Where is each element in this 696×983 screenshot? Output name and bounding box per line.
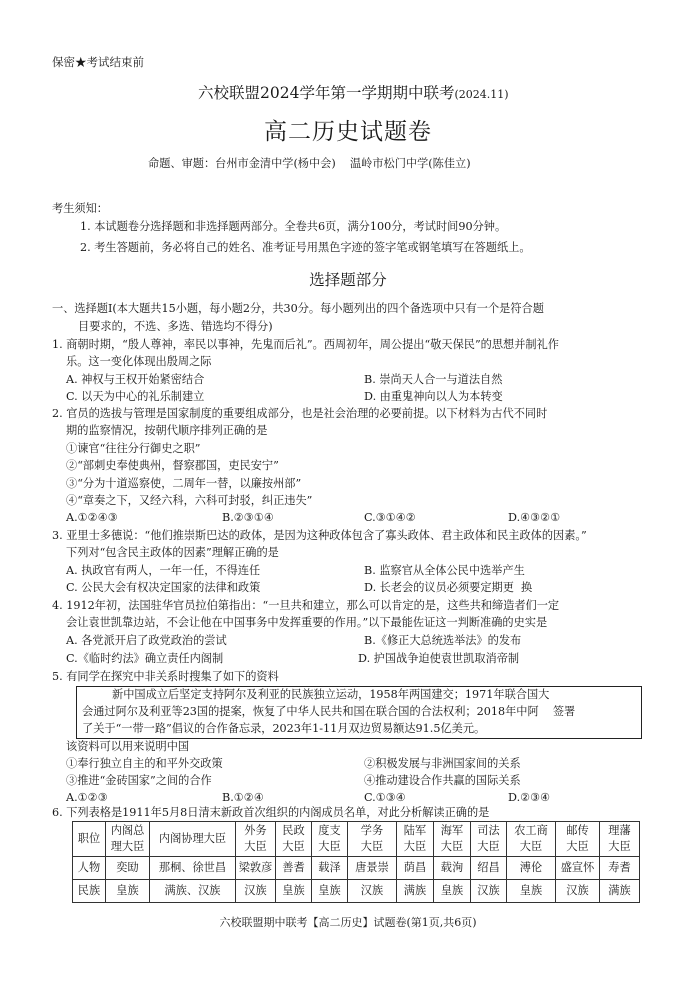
question-1-option-a: A. 神权与王权开始紧密结合 <box>66 373 205 386</box>
exam-title <box>198 83 509 103</box>
table-cell: 载泽 <box>312 857 348 880</box>
table-cell: 度支 大臣 <box>312 822 348 857</box>
question-3-stem: 3. 亚里士多德说：“他们推崇斯巴达的政体，是因为这种政体包含了寡头政体、君主政体和民主政体的因素。” <box>52 529 587 542</box>
page-footer: 六校联盟期中联考【高二历史】试题卷(第1页,共6页) <box>219 916 477 929</box>
table-cell: 奕劻 <box>106 857 150 880</box>
table-cell: 那桐、徐世昌 <box>150 857 236 880</box>
table-cell: 汉族 <box>556 880 600 903</box>
table-cell: 理藩 大臣 <box>600 822 640 857</box>
table-cell: 唐景崇 <box>348 857 397 880</box>
question-2-option-d: D.④③②① <box>508 511 561 524</box>
table-cell: 汉族 <box>236 880 276 903</box>
table-row-ethnicity <box>73 880 640 903</box>
question-1-option-b: B. 崇尚天人合一与道法自然 <box>364 373 503 386</box>
table-cell: 汉族 <box>348 880 397 903</box>
question-2-statement-3: ③“分为十道巡察使，二周年一替，以廉按州部” <box>66 477 302 490</box>
question-5-statement-1: ①奉行独立自主的和平外交政策 <box>66 757 223 770</box>
exam-date: (2024.11) <box>454 88 509 101</box>
question-4-option-b: B.《修正大总统选举法》的发布 <box>364 634 522 647</box>
table-cell: 载洵 <box>434 857 471 880</box>
table-cell: 皇族 <box>276 880 312 903</box>
table-cell: 学务 大臣 <box>348 822 397 857</box>
table-header-row <box>73 822 640 857</box>
question-3-option-a: A. 执政官有两人，一年一任，不得连任 <box>66 564 261 577</box>
table-cell: 寿耆 <box>600 857 640 880</box>
table-row-people <box>73 857 640 880</box>
question-5-option-c: C.①③④ <box>364 791 406 804</box>
table-cell: 民政 大臣 <box>276 822 312 857</box>
question-5-stem-cont: 该资料可以用来说明中国 <box>66 740 190 753</box>
table-cell: 职位 <box>73 822 106 857</box>
question-1-option-c: C. 以天为中心的礼乐制建立 <box>66 390 205 403</box>
question-2-option-a: A.①②④③ <box>66 511 118 524</box>
question-3-option-d: D. 长老会的议员必须要定期更 换 <box>364 581 533 594</box>
question-3-stem-cont: 下列对“包含民主政体的因素”理解正确的是 <box>66 546 279 559</box>
cabinet-table <box>72 821 640 903</box>
table-cell: 盛宣怀 <box>556 857 600 880</box>
table-cell: 皇族 <box>434 880 471 903</box>
table-cell: 邮传 大臣 <box>556 822 600 857</box>
question-4-option-a: A. 各党派开启了政党政治的尝试 <box>66 634 227 647</box>
part-instructions: 一、选择题Ⅰ(本大题共15小题，每小题2分，共30分。每小题列出的四个备选项中只有一个是符合题 <box>52 302 544 315</box>
table-cell: 汉族 <box>471 880 507 903</box>
question-6-stem: 6. 下列表格是1911年5月8日清末新政首次组织的内阁成员名单，对此分析解读正确的是 <box>52 806 490 819</box>
table-cell: 绍昌 <box>471 857 507 880</box>
question-2-statement-2: ②“部刺史奉使典州，督察郡国，吏民安宁” <box>66 459 279 472</box>
question-2-statement-1: ①谏官“往往分行御史之职” <box>66 442 201 455</box>
source-material-line: 会通过阿尔及利亚等23国的提案，恢复了中华人民共和国在联合国的合法权利；2018年中阿 签署 <box>82 705 576 718</box>
question-1-stem: 1. 商朝时期，“殷人尊神，率民以事神，先鬼而后礼”。西周初年，周公提出“敬天保民”的思想并制礼作 <box>52 338 559 351</box>
table-cell: 皇族 <box>312 880 348 903</box>
question-4-option-d: D. 护国战争迫使袁世凯取消帝制 <box>358 652 520 665</box>
table-cell: 司法 大臣 <box>471 822 507 857</box>
section-title: 选择题部分 <box>309 271 387 289</box>
question-3-option-b: B. 监察官从全体公民中选举产生 <box>364 564 525 577</box>
question-4-option-c: C.《临时约法》确立责任内阁制 <box>66 652 224 665</box>
question-4-stem-cont: 会让袁世凯靠边站，不会让他在中国事务中发挥重要的作用。”以下最能佐证这一判断准确的史实是 <box>66 616 548 629</box>
question-5-option-b: B.①②④ <box>222 791 264 804</box>
table-cell: 内阁总 理大臣 <box>106 822 150 857</box>
question-5-statement-2: ②积极发展与非洲国家间的关系 <box>364 757 521 770</box>
question-5-option-a: A.①②③ <box>66 791 108 804</box>
source-material-line: 了关于“一带一路”倡议的合作备忘录，2023年1-11月双边贸易额达91.5亿美元。 <box>82 722 486 735</box>
table-cell: 满族 <box>397 880 434 903</box>
question-5-statement-3: ③推进“金砖国家”之间的合作 <box>66 774 212 787</box>
confidential-label: 保密★考试结束前 <box>52 55 144 69</box>
table-cell: 满族 <box>600 880 640 903</box>
part-instructions-cont: 目要求的，不选、多选、错选均不得分) <box>78 320 273 333</box>
notice-heading: 考生须知： <box>52 202 108 215</box>
table-cell: 善耆 <box>276 857 312 880</box>
source-material-line: 新中国成立后坚定支持阿尔及利亚的民族独立运动，1958年两国建交；1971年联合国大 <box>112 688 550 701</box>
table-cell: 梁敦彦 <box>236 857 276 880</box>
table-cell: 内阁协理大臣 <box>150 822 236 857</box>
question-2-stem-cont: 期的监察情况，按朝代顺序排列正确的是 <box>66 424 268 437</box>
question-3-option-c: C. 公民大会有权决定国家的法律和政策 <box>66 581 261 594</box>
question-1-stem-cont: 乐。这一变化体现出殷周之际 <box>66 355 212 368</box>
table-cell: 农工商 大臣 <box>507 822 556 857</box>
table-cell: 皇族 <box>507 880 556 903</box>
question-2-statement-4: ④“章奏之下，又经六科，六科可封驳，纠正违失” <box>66 494 313 507</box>
table-cell: 人物 <box>73 857 106 880</box>
table-cell: 外务 大臣 <box>236 822 276 857</box>
table-cell: 皇族 <box>106 880 150 903</box>
table-cell: 满族、汉族 <box>150 880 236 903</box>
question-2-option-c: C.③①④② <box>364 511 416 524</box>
question-5-statement-4: ④推动建设合作共赢的国际关系 <box>364 774 521 787</box>
exam-title-main: 六校联盟2024学年第一学期期中联考 <box>198 84 455 102</box>
question-2-stem: 2. 官员的选拔与管理是国家制度的重要组成部分，也是社会治理的必要前提。以下材料为古代不同时 <box>52 407 548 420</box>
notice-item: 2. 考生答题前，务必将自己的姓名、准考证号用黑色字迹的签字笔或钢笔填写在答题纸上。 <box>80 241 531 254</box>
question-5-stem: 5. 有同学在探究中非关系时搜集了如下的资料 <box>52 670 279 683</box>
question-2-option-b: B.②③①④ <box>222 511 274 524</box>
question-4-stem: 4. 1912年初，法国驻华官员拉伯第指出：“一旦共和建立，那么可以肯定的是，这些共和缔造者们一定 <box>52 599 560 612</box>
table-cell: 溥伦 <box>507 857 556 880</box>
question-5-option-d: D.②③④ <box>508 791 551 804</box>
table-cell: 民族 <box>73 880 106 903</box>
paper-subtitle: 高二历史试题卷 <box>264 119 432 145</box>
table-cell: 陆军 大臣 <box>397 822 434 857</box>
notice-item: 1. 本试题卷分选择题和非选择题两部分。全卷共6页，满分100分，考试时间90分钟。 <box>80 220 507 233</box>
table-cell: 荫昌 <box>397 857 434 880</box>
authors-line: 命题、审题：台州市金清中学(杨中会) 温岭市松门中学(陈佳立) <box>148 157 471 170</box>
question-1-option-d: D. 由重鬼神向以人为本转变 <box>364 390 503 403</box>
table-cell: 海军 大臣 <box>434 822 471 857</box>
